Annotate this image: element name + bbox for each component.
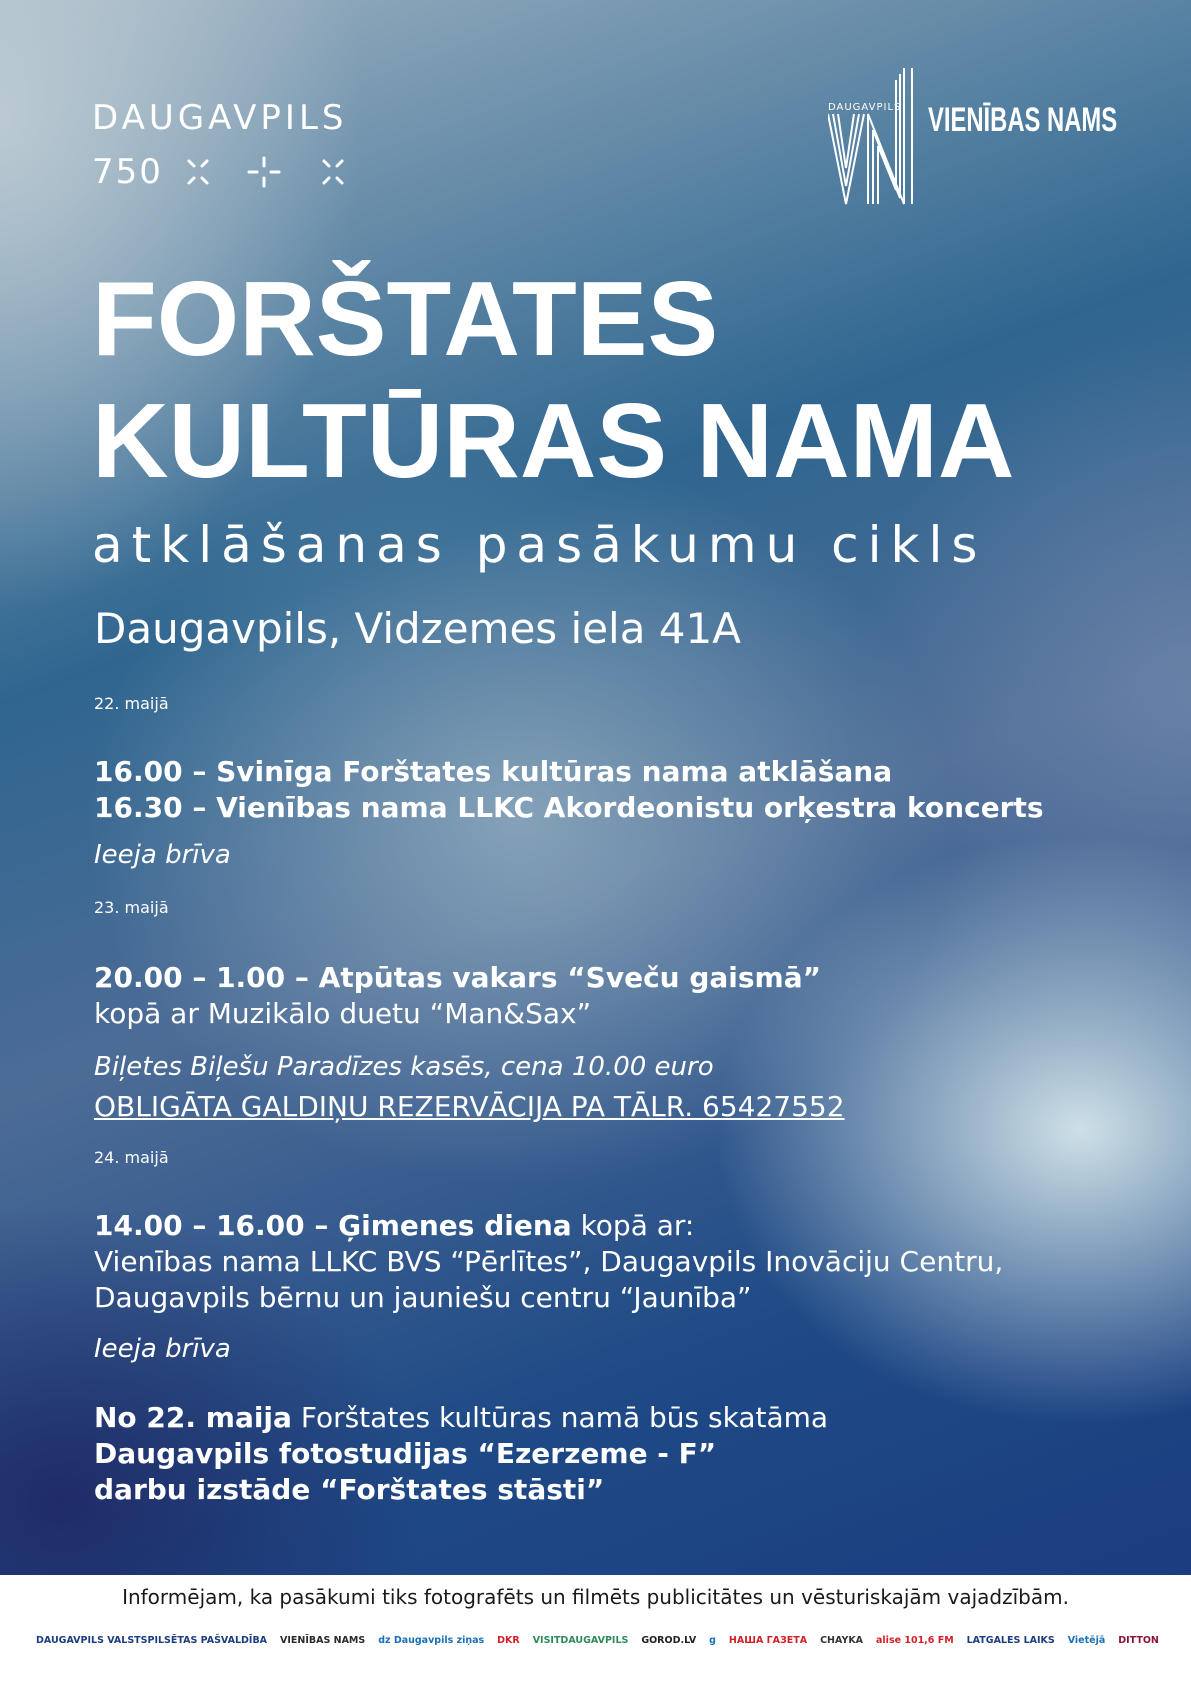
- day-23-date: 23. maijā: [94, 898, 169, 917]
- daugavpils-750-logo: [92, 98, 355, 192]
- footer: [0, 1575, 1191, 1684]
- subtitle: atklāšanas pasākumu cikls: [92, 516, 987, 574]
- event-rest: kopā ar:: [571, 1209, 695, 1242]
- sponsor-logo-label: DAUGAVPILS VALSTSPILSĒTAS PAŠVALDĪBA: [36, 1634, 268, 1646]
- sponsor-logo: [527, 1632, 635, 1649]
- sponsor-logo: [723, 1632, 813, 1649]
- day-23-event: [94, 960, 821, 1032]
- star-pattern-icon: [185, 155, 355, 189]
- event-line: 16.00 – Svinīga Forštates kultūras nama atklāšana: [94, 755, 893, 788]
- event-detail: Vienības nama LLKC BVS “Pērlītes”, Daugavpils Inovāciju Centru,: [94, 1245, 1004, 1278]
- day-22-events: [94, 754, 1044, 826]
- page-title: [92, 258, 1014, 502]
- day-24-note: Ieeja brīva: [94, 1334, 231, 1364]
- logo-anniversary: 750: [92, 152, 163, 192]
- sponsor-logo-label: CHAYKA: [820, 1634, 864, 1646]
- sponsor-logo: [703, 1632, 722, 1649]
- exhibition-date: No 22. maija: [94, 1401, 292, 1434]
- day-24-date: 24. maijā: [94, 1148, 169, 1167]
- event-line: 20.00 – 1.00 – Atpūtas vakars “Sveču gaismā”: [94, 961, 822, 994]
- event-detail: Daugavpils bērnu un jauniešu centru “Jaunība”: [94, 1281, 752, 1314]
- exhibition-line: Daugavpils fotostudijas “Ezerzeme - F”: [94, 1437, 717, 1470]
- exhibition-info: [94, 1400, 828, 1508]
- sponsor-logo: [814, 1632, 869, 1649]
- title-line-2: KULTŪRAS NAMA: [92, 382, 1015, 500]
- title-line-1: FORŠTATES: [92, 260, 719, 378]
- vienibas-nams-logo: [828, 68, 1191, 206]
- sponsor-logo-label: DKR: [497, 1634, 520, 1646]
- sponsor-logo-label: Vietējā: [1067, 1634, 1106, 1646]
- tickets-info: Biļetes Biļešu Paradīzes kasēs, cena 10.00 euro: [94, 1052, 714, 1082]
- sponsor-logo: [1112, 1632, 1165, 1649]
- sponsor-logo: [30, 1632, 273, 1649]
- event-line: 16.30 – Vienības nama LLKC Akordeonistu orķestra koncerts: [94, 791, 1044, 824]
- event-detail: kopā ar Muzikālo duetu “Man&Sax”: [94, 997, 592, 1030]
- sponsor-logo-label: DITTON: [1118, 1634, 1159, 1646]
- day-22-note: Ieeja brīva: [94, 840, 231, 870]
- sponsor-logo-label: alise 101,6 FM: [876, 1634, 954, 1646]
- sponsor-logo-label: g: [709, 1634, 716, 1646]
- sponsor-logo: [372, 1632, 490, 1649]
- day-22-date: 22. maijā: [94, 694, 169, 713]
- exhibition-line: darbu izstāde “Forštates stāsti”: [94, 1473, 605, 1506]
- sponsor-logo-label: VISITDAUGAVPILS: [532, 1634, 629, 1646]
- footer-info: Informējam, ka pasākumi tiks fotografēts un filmēts publicitātes un vēsturiskajām vajadzībām.: [122, 1585, 1069, 1609]
- vn-logo-name: VIENĪBAS NAMS: [928, 101, 1118, 139]
- sponsor-logo: [961, 1632, 1061, 1649]
- sponsor-logo: [274, 1632, 371, 1649]
- sponsor-logo: [491, 1632, 526, 1649]
- sponsor-logo: [870, 1632, 960, 1649]
- sponsor-logos: [30, 1615, 1165, 1665]
- sponsor-logo-label: GOROD.LV: [641, 1634, 697, 1646]
- sponsor-logo-label: НАША ГАЗЕТА: [728, 1634, 808, 1646]
- vn-logo-city: DAUGAVPILS: [828, 102, 902, 113]
- sponsor-logo-label: VIENĪBAS NAMS: [280, 1634, 366, 1646]
- sponsor-logo: [635, 1632, 702, 1649]
- sponsor-logo-label: LATGALES LAIKS: [966, 1634, 1055, 1646]
- sponsor-logo: [1062, 1632, 1112, 1649]
- sponsor-logo-label: dz Daugavpils ziņas: [378, 1634, 485, 1646]
- logo-city: DAUGAVPILS: [92, 98, 348, 138]
- address: Daugavpils, Vidzemes iela 41A: [94, 604, 741, 653]
- event-bold: 14.00 – 16.00 – Ģimenes diena: [94, 1209, 572, 1242]
- vn-monogram-icon: [828, 68, 920, 206]
- reservation-link[interactable]: OBLIGĀTA GALDIŅU REZERVĀCIJA PA TĀLR. 65427552: [94, 1090, 845, 1123]
- exhibition-rest: Forštates kultūras namā būs skatāma: [291, 1401, 829, 1434]
- day-24-event: [94, 1208, 1003, 1316]
